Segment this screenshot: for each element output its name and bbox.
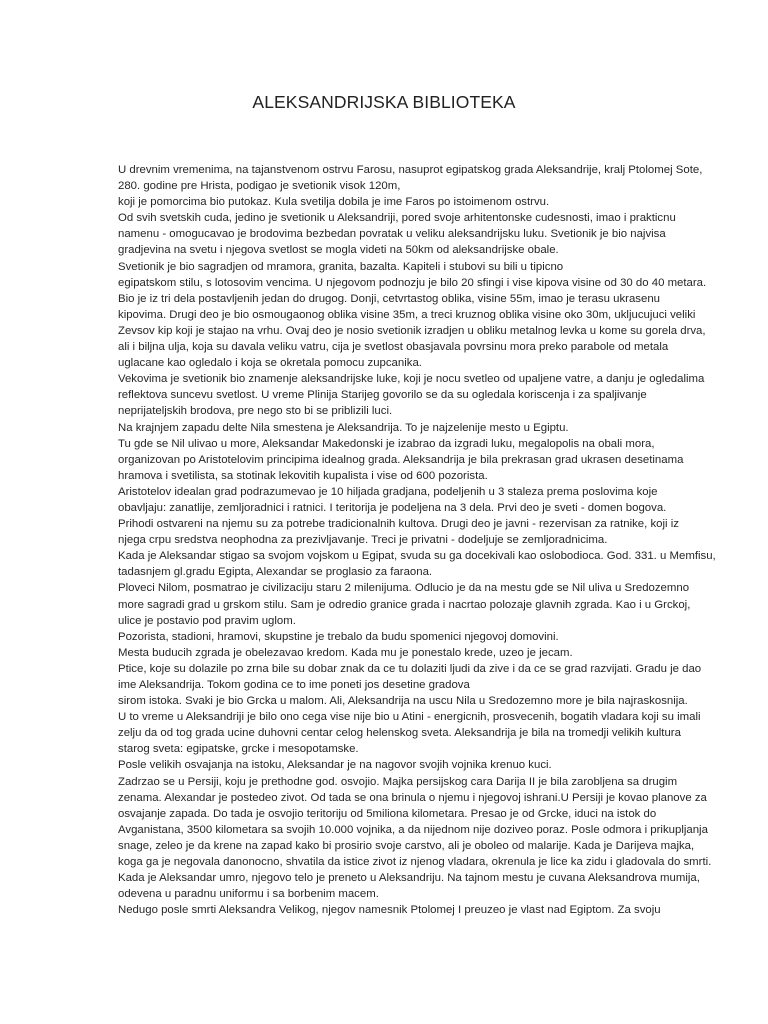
text-line: osvajanje zapada. Do tada je osvojio teritoriju od 5miliona kilometara. Presao je od Grcke, iduci na istok do xyxy=(118,807,657,820)
text-line: sirom istoka. Svaki je bio Grcka u malom. Ali, Aleksandrija na uscu Nila u Sredozemno more je bila najraskosnija. xyxy=(118,695,688,708)
text-line: Pozorista, stadioni, hramovi, skupstine je trebalo da budu spomenici njegovoj domovini. xyxy=(118,630,559,643)
text-line: uglacane kao ogledalo i koja se okretala pomocu zupcanika. xyxy=(118,357,422,370)
text-line: snage, zeleo je da krene na zapad kako bi prosirio svoje carstvo, ali je oboleo od malarije. Kada je Darijeva majka, xyxy=(118,839,695,852)
text-line: Ploveci Nilom, posmatrao je civilizaciju staru 2 milenijuma. Odlucio je da na mestu gde se Nil uliva u Sredozemno xyxy=(118,582,690,595)
text-line: hramova i svetilista, sa stotinak lekovitih kupalista i vise od 600 pozorista. xyxy=(118,469,488,482)
text-line: more sagradi grad u grskom stilu. Sam je odredio granice grada i nacrtao polozaje glavnih zgrada. Kao i u Grckoj, xyxy=(118,598,691,611)
text-line: Bio je iz tri dela postavljenih jedan do drugog. Donji, cetvrtastog oblika, visine 55m, imao je terasu ukrasenu xyxy=(118,292,660,305)
text-line: Zevsov kip koji je stajao na vrhu. Ovaj deo je nosio svetionik izradjen u obliku metalnog levka u kome su gorela drva, xyxy=(118,324,706,337)
text-line: U drevnim vremenima, na tajanstvenom ostrvu Farosu, nasuprot egipatskog grada Aleksandrije, kralj Ptolomej Sote, xyxy=(118,164,703,176)
text-line: neprijateljskih brodova, pre nego sto bi se priblizili luci. xyxy=(118,405,393,418)
text-line: obavljaju: zanatlije, zemljoradnici i ratnici. I teritorija je podeljena na 3 dela. Prvi deo je sveti - domen bogova. xyxy=(118,501,667,514)
text-line: Ptice, koje su dolazile po zrna bile su dobar znak da ce tu dolaziti ljudi da zive i da ce se grad razvijati. Gradu je dao xyxy=(118,662,702,675)
text-line: Prihodi ostvareni na njemu su za potrebe tradicionalnih kultova. Drugi deo je javni - rezervisan za ratnike, koji iz xyxy=(118,518,679,531)
text-line: namenu - omogucavao je brodovima bezbedan povratak u veliku aleksandrijsku luku. Svetionik je bio najvisa xyxy=(118,228,666,241)
text-line: Vekovima je svetionik bio znamenje aleksandrijske luke, koji je nocu svetleo od upaljene vatre, a danju je ogledalima xyxy=(118,373,705,386)
text-line: ulice je postavio pod pravim uglom. xyxy=(118,614,296,627)
text-line: Tu gde se Nil ulivao u more, Aleksandar Makedonski je izabrao da izgradi luku, megalopolis na obali mora, xyxy=(118,437,655,450)
text-line: koji je pomorcima bio putokaz. Kula svetilja dobila je ime Faros po istoimenom ostrvu. xyxy=(118,196,550,209)
text-line: Mesta buducih zgrada je obelezavao kredom. Kada mu je ponestalo krede, uzeo je jecam. xyxy=(118,646,573,659)
text-line: ali i biljna ulja, koja su davala veliku vatru, cija je svetlost obasjavala povrsinu mora preko parabole od metala xyxy=(118,341,669,354)
text-line: Aristotelov idealan grad podrazumevao je 10 hiljada gradjana, podeljenih u 3 staleza prema poslovima koje xyxy=(118,485,658,498)
text-line: Avganistana, 3500 kilometara sa svojih 10.000 vojnika, a da nijednom nije doziveo poraz. Posle odmora i prikupljanja xyxy=(118,823,708,836)
document-title: ALEKSANDRIJSKA BIBLIOTEKA xyxy=(252,92,516,112)
text-line: organizovan po Aristotelovim principima idealnog grada. Aleksandrija je bila prekrasan grad ukrasen desetinama xyxy=(118,453,684,466)
text-line: odevena u paradnu uniformu i sa borbenim macem. xyxy=(118,888,379,901)
text-line: kipovima. Drugi deo je bio osmougaonog oblika visine 35m, a treci kruznog oblika visine oko 30m, ukljucujuci veliki xyxy=(118,308,696,321)
text-line: ime Aleksandrija. Tokom godina ce to ime poneti jos desetine gradova xyxy=(118,679,470,691)
text-line: Kada je Aleksandar umro, njegovo telo je preneto u Aleksandriju. Na tajnom mestu je cuvana Aleksandrova mumija, xyxy=(118,872,700,885)
text-line: Zadrzao se u Persiji, koju je prethodne god. osvojio. Majka persijskog cara Darija II je bila zarobljena sa drugim xyxy=(118,775,678,788)
text-line: koga ga je negovala danonocno, shvatila da istice zivot iz njenog vladara, okrenula je lice ka zidu i gladovala do smrti. xyxy=(118,856,712,869)
text-line: starog sveta: egipatske, grcke i mesopotamske. xyxy=(118,743,359,756)
text-line: tadasnjem gl.gradu Egipta, Alexandar se proglasio za faraona. xyxy=(118,566,433,579)
text-line: Od svih svetskih cuda, jedino je svetionik u Aleksandriji, pored svoje arhitentonske cudesnosti, imao i prakticnu xyxy=(118,212,676,225)
text-line: Kada je Aleksandar stigao sa svojom vojskom u Egipat, svuda su ga docekivali kao oslobodioca. God. 331. u Memfisu, xyxy=(118,550,716,563)
text-line: zelju da od tog grada ucine duhovni centar celog helenskog sveta. Aleksandrija je bila na tromedji velikih kultura xyxy=(118,727,681,740)
text-line: zenama. Alexandar je postedeo zivot. Od tada se ona brinula o njemu i njegovoj ishrani.U Persiji je kovao planove za xyxy=(118,791,707,804)
text-line: egipatskom stilu, s lotosovim vencima. U njegovom podnozju je bilo 20 sfingi i vise kipova visine od 30 do 40 metara. xyxy=(118,276,707,289)
text-line: Na krajnjem zapadu delte Nila smestena je Aleksandrija. To je najzelenije mesto u Egiptu. xyxy=(118,421,569,434)
text-line: U to vreme u Aleksandriji je bilo ono cega vise nije bio u Atini - energicnih, prosvecenih, bogatih vladara koji su imali xyxy=(118,711,701,724)
text-line: 280. godine pre Hrista, podigao je svetionik visok 120m, xyxy=(118,180,401,193)
text-line: reflektova suncevu svetlost. U vreme Plinija Starijeg govorilo se da su ogledala koriscenja i za spaljivanje xyxy=(118,389,647,402)
text-line: gradjevina na svetu i njegova svetlost se mogla videti na 50km od aleksandrijske obale. xyxy=(118,244,559,257)
text-line: Posle velikih osvajanja na istoku, Aleksandar je na nagovor svojih vojnika krenuo kuci. xyxy=(118,759,552,772)
text-line: Nedugo posle smrti Aleksandra Velikog, njegov namesnik Ptolomej I preuzeo je vlast nad Egiptom. Za svoju xyxy=(118,904,661,917)
text-line: Svetionik je bio sagradjen od mramora, granita, bazalta. Kapiteli i stubovi su bili u tipicno xyxy=(118,260,564,273)
text-line: njega crpu sredstva neophodna za prezivljavanje. Treci je privatni - dodeljuje se zemljoradnicima. xyxy=(118,534,608,547)
document-body xyxy=(118,162,738,918)
